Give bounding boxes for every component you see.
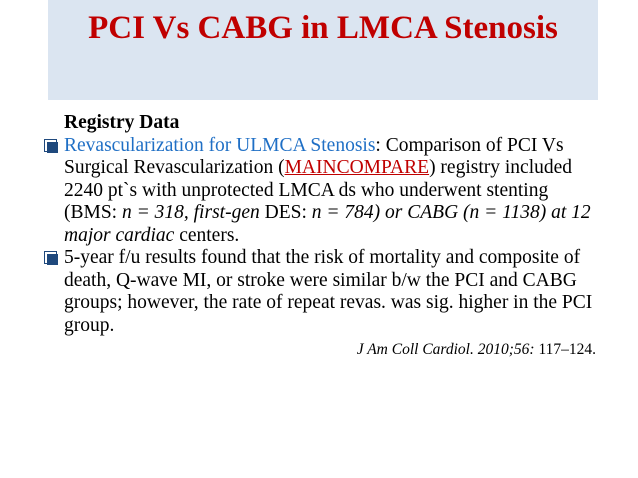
slide-title: PCI Vs CABG in LMCA Stenosis <box>88 10 558 46</box>
bullet-italic: n = 318, first-gen <box>121 202 260 223</box>
citation-journal: J Am Coll Cardiol. 2010;56: <box>356 341 535 358</box>
citation <box>42 339 602 362</box>
bullet-text: DES: <box>259 202 312 223</box>
bullet-text: 5-year f/u results found that the risk of mortality and composite of death, Q-wave MI, or stroke were similar b/w the PCI and CABG groups; however, the rate of repeat revas. was sig. higher in the PCI group. <box>64 247 593 336</box>
citation-pages: 117–124. <box>534 341 596 358</box>
registry-link[interactable]: MAINCOMPARE <box>284 157 430 178</box>
checkbox-bullet-icon <box>44 251 57 264</box>
slide-content <box>42 112 602 362</box>
bullet-item-registry <box>42 135 602 248</box>
bullet-item-results <box>42 247 602 337</box>
checkbox-bullet-icon <box>44 139 57 152</box>
bullet-text: ) registry included 2240 pt`s with unprotected LMCA ds who underwent stenting (BMS: <box>64 157 573 223</box>
bullet-lead: Revascularization for ULMCA Stenosis <box>64 134 376 156</box>
title-band <box>48 0 598 100</box>
section-subtitle: Registry Data <box>64 112 180 133</box>
bullet-text: : Comparison of PCI Vs Surgical Revascularization ( <box>64 134 564 178</box>
bullet-text: centers. <box>174 224 240 246</box>
bullet-italic: n = 784) or CABG (n = 1138) at 12 major cardiac <box>64 202 591 246</box>
